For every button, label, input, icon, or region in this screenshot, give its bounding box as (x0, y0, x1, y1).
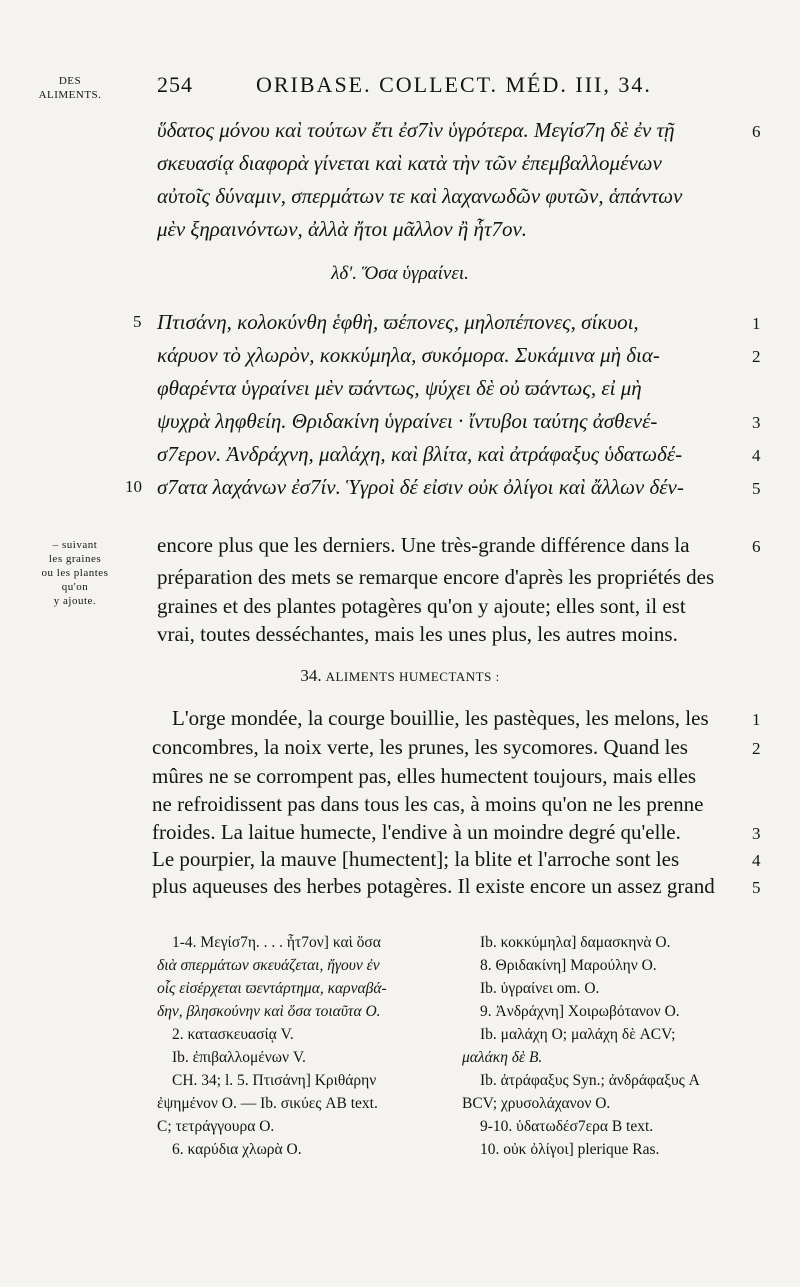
running-title: ORIBASE. COLLECT. MÉD. III, 34. (256, 72, 652, 97)
footnote-line: Ib. ἀτράφαξυς Syn.; ἀνδράφαξυς A (480, 1072, 700, 1089)
margin-label (30, 74, 110, 102)
line-number: 2 (752, 739, 761, 758)
french-main-line: mûres ne se corrompent pas, elles humectent toujours, mais elles (152, 764, 697, 788)
line-number: 4 (752, 851, 761, 870)
footnote-line: BCV; χρυσολάχανον O. (462, 1095, 611, 1112)
footnote-line: Ib. κοκκύμηλα] δαμασκηνὰ O. (480, 934, 671, 951)
footnote-line: Ib. μαλάχη O; μαλάχη δὲ ACV; (480, 1026, 676, 1043)
footnote-line: 2. κατασκευασίᾳ V. (172, 1026, 294, 1043)
french-top-line: encore plus que les derniers. Une très-grande différence dans la (157, 533, 690, 557)
footnote-line: 9-10. ὑδατωδέσ7ερα B text. (480, 1118, 654, 1135)
greek-top-line: αὐτοῖς δύναμιν, σπερμάτων τε καὶ λαχανωδῶν φυτῶν, ἁπάντων (157, 184, 683, 208)
french-top-line: graines et des plantes potagères qu'on y ajoute; elles sont, il est (157, 594, 686, 618)
line-number: 4 (752, 446, 761, 465)
line-number: 2 (752, 347, 761, 366)
french-main-line: plus aqueuses des herbes potagères. Il existe encore un assez grand (152, 874, 715, 898)
french-heading-title: ALIMENTS HUMECTANTS : (325, 669, 500, 684)
line-number: 1 (752, 710, 761, 729)
footnote-line: οἷς εἰσέρχεται ϖεντάρτημα, καρναβά- (157, 980, 387, 997)
footnote-line: 9. Ἀνδράχνη] Χοιρωβότανον O. (480, 1003, 680, 1020)
page-number: 254 (157, 72, 193, 97)
footnote-line: 6. καρύδια χλωρὰ O. (172, 1141, 302, 1158)
footnote-line: ἐψημένον O. — Ib. σικύες AB text. (157, 1095, 378, 1112)
footnote-line: μαλάκη δὲ B. (462, 1049, 543, 1066)
french-main-line: froides. La laitue humecte, l'endive à un moindre degré qu'elle. (152, 820, 681, 844)
footnote-line: δην, βλησκούνην καὶ ὅσα τοιαῦτα O. (157, 1003, 381, 1020)
french-main-line: Le pourpier, la mauve [humectent]; la blite et l'arroche sont les (152, 847, 680, 871)
greek-main-line: Πτισάνη, κολοκύνθη ἑφθὴ, ϖέπονες, μηλοπέπονες, σίκυοι, (157, 310, 639, 334)
footnote-line: CH. 34; l. 5. Πτισάνη] Κριθάρην (172, 1072, 377, 1089)
french-main-line: concombres, la noix verte, les prunes, les sycomores. Quand les (152, 735, 688, 759)
side-note-line: qu'on (61, 581, 89, 593)
left-line-number: 10 (125, 477, 142, 496)
footnote-line: 1-4. Μεγίσ7η. . . . ἧτ7ον] καὶ ὅσα (172, 934, 381, 951)
footnote-line: C; τετράγγουρα O. (157, 1118, 275, 1135)
line-number: 3 (752, 413, 761, 432)
line-number: 1 (752, 314, 761, 333)
line-number: 5 (752, 878, 761, 897)
footnote-line: 8. Θριδακίνη] Μαρούλην O. (480, 957, 657, 974)
french-main-line: ne refroidissent pas dans tous les cas, à moins qu'on ne les prenne (152, 792, 704, 816)
greek-top-line: ὕδατος μόνου καὶ τούτων ἔτι ἐσ7ὶν ὑγρότερα. Μεγίσ7η δὲ ἐν τῇ (157, 118, 675, 142)
greek-main-line: κάρυον τὸ χλωρὸν, κοκκύμηλα, συκόμορα. Συκάμινα μὴ δια- (157, 343, 660, 367)
line-number: 3 (752, 824, 761, 843)
line-number: 6 (752, 122, 761, 141)
line-number: 5 (752, 479, 761, 498)
margin-label-line-2: ALIMENTS. (38, 89, 102, 101)
side-note (20, 538, 130, 608)
footnote-line: Ib. ὑγραίνει om. O. (480, 980, 600, 997)
greek-main-line: σ7ερον. Ἀνδράχνη, μαλάχη, καὶ βλίτα, καὶ ἀτράφαξυς ὑδατωδέ- (157, 442, 683, 466)
french-section-heading (0, 666, 800, 686)
french-top-line: préparation des mets se remarque encore d'après les propriétés des (157, 565, 715, 589)
side-note-line: y ajoute. (53, 595, 97, 607)
french-heading-number: 34. (300, 666, 322, 685)
greek-top-line: μὲν ξηραινόντων, ἀλλὰ ἤτοι μᾶλλον ἢ ἧτ7ον. (157, 217, 528, 241)
greek-top-line: σκευασίᾳ διαφορὰ γίνεται καὶ κατὰ τὴν τῶν ἐπεμβαλλομένων (157, 151, 662, 175)
margin-label-line-1: DES (58, 75, 82, 87)
french-main-line: L'orge mondée, la courge bouillie, les pastèques, les melons, les (172, 706, 709, 730)
footnote-line: Ib. ἐπιβαλλομένων V. (172, 1049, 306, 1066)
footnote-line: 10. οὐκ ὀλίγοι] plerique Ras. (480, 1141, 660, 1158)
french-top-line: vrai, toutes desséchantes, mais les unes plus, les autres moins. (157, 622, 678, 646)
side-note-line: – suivant (52, 539, 98, 551)
left-line-number: 5 (133, 312, 142, 331)
greek-main-line: φθαρέντα ὑγραίνει μὲν ϖάντως, ψύχει δὲ οὐ ϖάντως, εἰ μὴ (157, 376, 642, 400)
side-note-line: les graines (48, 553, 102, 565)
line-number: 6 (752, 537, 761, 556)
greek-section-heading: λδʹ. Ὅσα ὑγραίνει. (331, 263, 469, 284)
greek-main-line: σ7ατα λαχάνων ἐσ7ίν. Ὑγροὶ δέ εἰσιν οὐκ ὀλίγοι καὶ ἄλλων δέν- (157, 475, 684, 499)
side-note-line: ou les plantes (41, 567, 109, 579)
footnote-line: διὰ σπερμάτων σκευάζεται, ἤγουν ἐν (157, 957, 380, 974)
greek-main-line: ψυχρὰ ληφθείη. Θριδακίνη ὑγραίνει · ἴντυβοι ταύτης ἀσθενέ- (157, 409, 658, 433)
